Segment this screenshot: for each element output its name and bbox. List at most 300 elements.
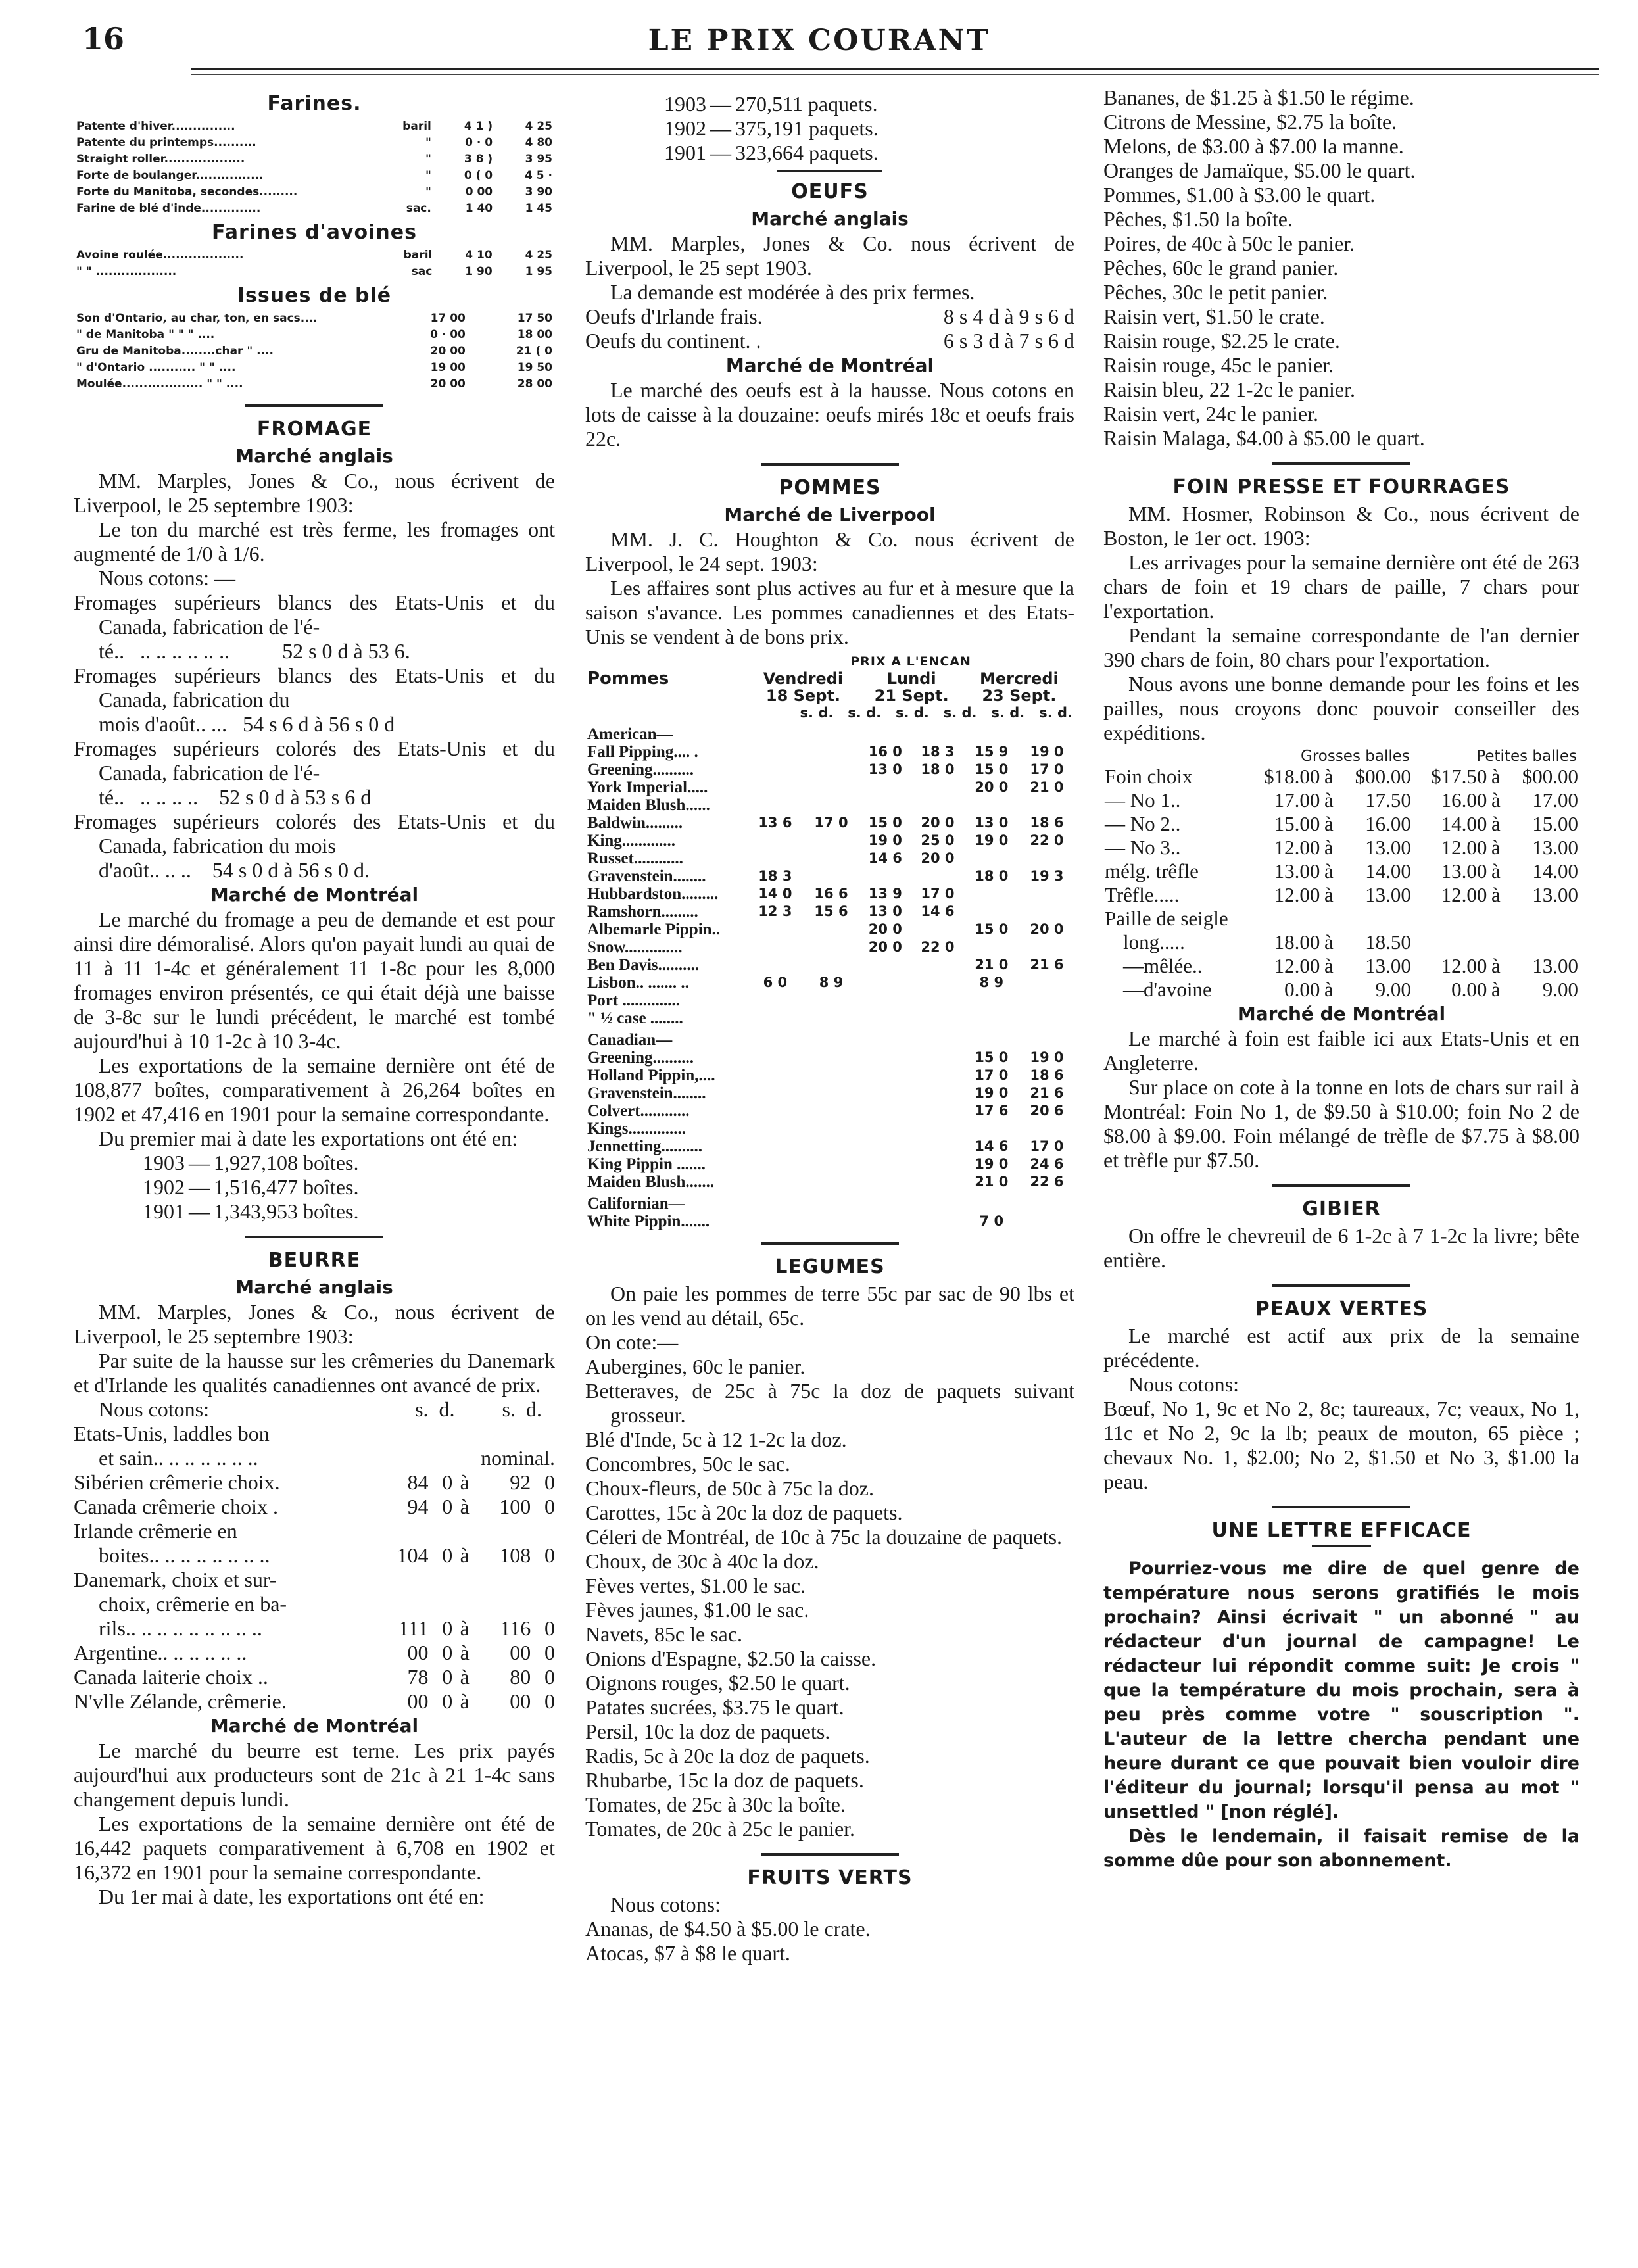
fruits-list (585, 1917, 1074, 1966)
fruit-item: Pêches, 30c le petit panier. (1103, 280, 1328, 304)
pommes-day-header: Mercredi (980, 669, 1059, 688)
price-low: 1 40 (465, 202, 493, 215)
pommes-price: 6 0 (763, 975, 788, 990)
price-high: 17 50 (517, 312, 552, 325)
price-low: 1 90 (465, 265, 493, 278)
price-separator: à (460, 1616, 470, 1640)
fruit-item: Melons, de $3.00 à $7.00 la manne. (1103, 134, 1404, 158)
beurre-units: s. d. s. d. (415, 1397, 542, 1421)
pommes-variety: Jennetting.......... (587, 1138, 702, 1155)
export-year: 1901 (664, 141, 706, 164)
foin-product: — No 2.. (1105, 812, 1181, 835)
price-low: 13.00 (1274, 859, 1320, 882)
price-high: 16.00 (1365, 812, 1411, 835)
price-high-small (1503, 930, 1579, 954)
pommes-price (911, 1120, 964, 1138)
pommes-price (964, 885, 1019, 903)
price-low: 0.00 (1284, 978, 1320, 1001)
pommes-price: 14 6 (921, 904, 955, 919)
beurre-row (74, 1689, 555, 1714)
farines-table (74, 118, 555, 217)
pommes-row (585, 1120, 1074, 1138)
pommes-price (859, 1213, 912, 1230)
pommes-price (859, 1138, 912, 1155)
pommes-variety: Lisbon.. ....... .. (587, 974, 689, 992)
pommes-row (585, 1009, 1074, 1027)
fromage-paragraph: Nous cotons: — (99, 566, 235, 590)
beurre-cotons-label: Nous cotons: (99, 1397, 209, 1421)
price-separator: à (460, 1689, 470, 1713)
pommes-price (803, 850, 859, 867)
peaux-heading: PEAUX VERTES (1255, 1297, 1428, 1320)
pommes-price: 21 6 (1030, 1085, 1064, 1101)
pommes-row (585, 1067, 1074, 1084)
price-pence-low: 0 (442, 1689, 453, 1713)
product-unit: " (425, 153, 431, 166)
product-unit: baril (403, 249, 433, 262)
legumes-heading: LEGUMES (775, 1255, 885, 1278)
product-unit: " (425, 185, 431, 199)
pommes-row (585, 814, 1074, 832)
foin-paragraph: Pendant la semaine correspondante de l'an dernier 390 chars de foin, 80 chars pour l'exportation. (1103, 623, 1579, 671)
beurre-product-name: Argentine.. .. .. .. .. .. (74, 1641, 247, 1664)
pommes-variety: White Pippin....... (587, 1213, 710, 1230)
farine-row (74, 201, 555, 217)
pommes-price: 14 6 (975, 1138, 1009, 1154)
pommes-price (964, 903, 1019, 921)
price-separator: à (460, 1665, 470, 1689)
pommes-price (803, 938, 859, 956)
oeufs-subheading-montreal: Marché de Montréal (725, 354, 934, 376)
price-high: 14.00 (1365, 859, 1411, 882)
pommes-price: 19 0 (975, 832, 1009, 848)
price-high: 4 5 · (525, 169, 552, 182)
product-name: Forte du Manitoba, secondes......... (76, 185, 298, 199)
foin-product: —mêlée.. (1123, 954, 1203, 977)
avoine-row (74, 264, 555, 280)
pommes-row (585, 1155, 1074, 1173)
pommes-price (747, 832, 803, 850)
pommes-price (859, 1155, 912, 1173)
fromage-price-item (74, 664, 555, 736)
foin-row (1103, 812, 1579, 836)
pommes-price (1019, 992, 1074, 1009)
pommes-price (803, 1084, 859, 1102)
price-high: 4 25 (525, 120, 552, 133)
pommes-row (585, 885, 1074, 903)
pommes-price: 15 0 (975, 921, 1009, 937)
separator (761, 1853, 899, 1856)
beurre-row (74, 1641, 555, 1665)
price-separator: à (460, 1495, 470, 1518)
export-value: 1,516,477 boîtes. (214, 1175, 359, 1199)
price-high-small: $00.00 (1522, 765, 1578, 788)
issues-heading: Issues de blé (237, 284, 392, 307)
separator (1312, 1545, 1371, 1547)
price-low: 17 00 (430, 312, 466, 325)
pommes-price: 19 0 (975, 1156, 1009, 1172)
beurre-heading: BEURRE (268, 1249, 361, 1272)
pommes-variety: " ½ case ........ (587, 1009, 683, 1027)
pommes-price: 20 0 (868, 939, 902, 955)
pommes-variety: King............. (587, 832, 676, 850)
pommes-price (859, 1084, 912, 1102)
separator (1272, 1284, 1410, 1287)
pommes-price: 17 0 (814, 815, 848, 831)
fruit-item: Raisin Malaga, $4.00 à $5.00 le quart. (1103, 426, 1425, 450)
pommes-variety: Ramshorn......... (587, 903, 698, 921)
fruit-item: Raisin vert, 24c le panier. (1103, 402, 1319, 425)
oeufs-subheading: Marché anglais (751, 208, 909, 229)
foin-product: Trêfle..... (1105, 883, 1180, 906)
pommes-price: 20 0 (921, 850, 955, 866)
beurre-price-table (74, 1470, 555, 1714)
farine-row (74, 135, 555, 151)
foin-price-table (1103, 748, 1579, 1001)
price-high: 17.50 (1365, 788, 1411, 811)
oeufs-paragraph: Le marché des oeufs est à la hausse. Nous cotons en lots de caisse à la douzaine: oeufs mirés 18c et oeufs frais 22c. (585, 378, 1074, 450)
pommes-price (964, 850, 1019, 867)
pommes-variety: Maiden Blush....... (587, 1173, 715, 1191)
legume-item: Tomates, de 20c à 25c le panier. (585, 1817, 855, 1841)
pommes-price: 20 0 (868, 921, 902, 937)
pommes-price: 13 0 (975, 815, 1009, 831)
fromage-price-item (74, 736, 555, 809)
avoine-row (74, 247, 555, 264)
pommes-price (803, 1155, 859, 1173)
pommes-price (859, 867, 912, 885)
beurre-product-name: rils.. .. .. .. .. .. .. .. .. (99, 1616, 262, 1640)
pommes-price: 14 0 (758, 886, 792, 902)
separator (777, 170, 882, 172)
price-low: 17.00 (1274, 788, 1320, 811)
product-unit (372, 376, 383, 393)
price-low-small: 12.00 (1441, 836, 1487, 859)
export-value: 1,927,108 boîtes. (214, 1151, 359, 1174)
product-unit (372, 343, 383, 360)
farine-row (74, 118, 555, 135)
separator (1272, 1506, 1410, 1508)
price-separator: à (1324, 859, 1334, 882)
fromage-paragraph: MM. Marples, Jones & Co., nous écrivent de Liverpool, le 25 septembre 1903: (74, 469, 555, 517)
pommes-price (911, 992, 964, 1009)
pommes-price (747, 1049, 803, 1067)
foin-paille-label: Paille de seigle (1105, 907, 1228, 930)
price-low: 4 1 ) (464, 120, 493, 133)
pommes-row (585, 921, 1074, 938)
pommes-price: 17 0 (975, 1067, 1009, 1083)
pommes-price (859, 1173, 912, 1191)
beurre-paragraph: Par suite de la hausse sur les crêmeries du Danemark et d'Irlande les qualités canadiennes ont avancé de prix. (74, 1349, 555, 1397)
price-high: $00.00 (1355, 765, 1411, 788)
price-shillings-high: 116 (500, 1616, 531, 1640)
pommes-price: 21 0 (1030, 779, 1064, 795)
pommes-price (803, 1102, 859, 1120)
export-year: 1901 (143, 1199, 185, 1223)
pommes-row (585, 1049, 1074, 1067)
export-value: 270,511 paquets. (735, 92, 878, 116)
export-year: 1902 (143, 1175, 185, 1199)
price-pence-low: 0 (442, 1470, 453, 1494)
fromage-item-price: mois d'août.. ... 54 s 6 d à 56 s 0 d (99, 712, 395, 736)
foin-row (1103, 836, 1579, 859)
price-shillings-low: 00 (407, 1641, 429, 1664)
pommes-price (803, 1067, 859, 1084)
pommes-row (585, 1173, 1074, 1191)
pommes-price (803, 1120, 859, 1138)
pommes-price (964, 938, 1019, 956)
issue-row (74, 327, 555, 343)
pommes-price: 8 9 (979, 975, 1004, 990)
issue-row (74, 360, 555, 376)
pommes-sd-row: s. d. s. d. s. d. s. d. s. d. s. d. (800, 705, 1072, 721)
pommes-group-row (585, 1191, 1074, 1213)
beurre-pre-row (74, 1568, 555, 1592)
beurre-product-name: Canada crêmerie choix . (74, 1495, 278, 1518)
price-high-small: 9.00 (1542, 978, 1578, 1001)
pommes-row (585, 903, 1074, 921)
fruit-item: Oranges de Jamaïque, $5.00 le quart. (1103, 158, 1416, 182)
legumes-paragraph: On paie les pommes de terre 55c par sac de 90 lbs et on les vend au détail, 65c. (585, 1282, 1074, 1330)
product-unit: sac (411, 265, 433, 278)
pommes-price (1019, 1120, 1074, 1138)
export-dash: — (710, 116, 731, 140)
separator (761, 463, 899, 466)
pommes-price: 15 0 (975, 1050, 1009, 1065)
pommes-price (747, 1084, 803, 1102)
pommes-price: 15 6 (814, 904, 848, 919)
price-separator: à (1324, 812, 1334, 835)
pommes-price (747, 1213, 803, 1230)
beurre-paragraph: MM. Marples, Jones & Co., nous écrivent de Liverpool, le 25 septembre 1903: (74, 1300, 555, 1348)
price-separator: à (1491, 765, 1501, 788)
fromage-item-price: té.. .. .. .. .. .. .. 52 s 0 d à 53 6. (99, 639, 410, 663)
pommes-price (747, 956, 803, 974)
price-high: 19 50 (517, 361, 552, 374)
pommes-price (1019, 796, 1074, 814)
legume-item: Aubergines, 60c le panier. (585, 1355, 806, 1378)
pommes-price: 22 0 (921, 939, 955, 955)
pommes-price: 17 0 (1030, 761, 1064, 777)
product-name: Moulée................... " " .... (76, 377, 243, 391)
pommes-row (585, 761, 1074, 779)
pommes-price: 20 0 (1030, 921, 1064, 937)
pommes-price (1019, 938, 1074, 956)
price-high: 3 90 (525, 185, 552, 199)
foin-heading: FOIN PRESSE ET FOURRAGES (1172, 475, 1510, 498)
pommes-price: 19 0 (975, 1085, 1009, 1101)
fruit-item: Citrons de Messine, $2.75 la boîte. (1103, 110, 1397, 133)
pommes-price (803, 796, 859, 814)
price-high-small: 17.00 (1532, 788, 1578, 811)
price-separator: à (460, 1470, 470, 1494)
pommes-row (585, 796, 1074, 814)
lettre-paragraph: Pourriez-vous me dire de quel genre de température nous serons gratifiés le mois prochain? Ainsi écrivait " un abonné " au rédacteur d'un journal de campagne! Le rédacteur lui répondit comme suit: Je crois " que la température du mois prochain, sera à peu près comme votre " souscription ". L'auteur de la lettre chercha pendant une heure durant ce que pouvait bien vouloir dire l'éditeur du journal; lorsqu'il pensa au mot " unsettled " [non réglé]. (1103, 1558, 1579, 1822)
pommes-price: 25 0 (921, 832, 955, 848)
price-shillings-low: 104 (397, 1543, 429, 1567)
pommes-price: 24 6 (1030, 1156, 1064, 1172)
legume-item: Fèves jaunes, $1.00 le sac. (585, 1598, 809, 1622)
pommes-variety: Ben Davis.......... (587, 956, 700, 974)
price-shillings-low: 84 (407, 1470, 429, 1494)
price-separator: à (460, 1543, 470, 1567)
fruit-item: Raisin vert, $1.50 le crate. (1103, 304, 1325, 328)
pommes-price: 15 0 (975, 761, 1009, 777)
pommes-row (585, 1138, 1074, 1155)
pommes-variety: Snow.............. (587, 938, 683, 956)
pommes-group-row (585, 1027, 1074, 1049)
pommes-price (911, 921, 964, 938)
pommes-price: 18 6 (1030, 1067, 1064, 1083)
oeufs-price-name: Oeufs du continent. . (585, 329, 761, 352)
price-low: $18.00 (1264, 765, 1320, 788)
price-high-small: 13.00 (1532, 954, 1578, 977)
price-low-small: 0.00 (1451, 978, 1487, 1001)
beurre-row (74, 1616, 555, 1641)
price-separator: à (1324, 883, 1334, 906)
fromage-price-list (74, 591, 555, 882)
pommes-price (911, 1213, 964, 1230)
pommes-price: 18 3 (758, 868, 792, 884)
pommes-price (1019, 850, 1074, 867)
pommes-price: 16 0 (868, 744, 902, 760)
foin-row (1103, 954, 1579, 978)
fromage-item-text: Fromages supérieurs blancs des Etats-Unis et du Canada, fabrication du (74, 664, 555, 712)
pommes-price (964, 796, 1019, 814)
pommes-price (859, 992, 912, 1009)
price-low: 20 00 (430, 345, 466, 358)
pommes-price (747, 779, 803, 796)
export-dash: — (710, 141, 731, 164)
foin-row (1103, 859, 1579, 883)
product-unit: " (425, 169, 431, 182)
fruit-item: Pêches, $1.50 la boîte. (1103, 207, 1293, 231)
price-separator: à (1324, 765, 1334, 788)
pommes-price (911, 1009, 964, 1027)
pommes-group-name: American— (587, 725, 673, 743)
export-row (143, 1151, 358, 1175)
oeufs-price-name: Oeufs d'Irlande frais. (585, 304, 763, 328)
product-name: " " ................... (76, 265, 177, 278)
pommes-price: 18 3 (921, 744, 955, 760)
pommes-price (747, 796, 803, 814)
pommes-row (585, 779, 1074, 796)
pommes-paragraph: MM. J. C. Houghton & Co. nous écrivent de Liverpool, le 24 sept. 1903: (585, 527, 1074, 575)
foin-paragraph: Sur place on cote à la tonne en lots de chars sur rail à Montréal: Foin No 1, de $9.50 à $10.00; foin No 2 de $8.00 à $9.00. Foin mélangé de trèfle de $7.75 à $8.00 et trèfle pur $7.50. (1103, 1075, 1579, 1172)
legumes-cote: On cote:— (585, 1330, 679, 1354)
price-low: 0 ( 0 (464, 169, 493, 182)
product-name: Farine de blé d'inde.............. (76, 202, 261, 215)
legume-item: Choux, de 30c à 40c la doz. (585, 1549, 819, 1573)
pommes-row (585, 956, 1074, 974)
pommes-row (585, 1084, 1074, 1102)
foin-product: mélg. trêfle (1105, 859, 1199, 882)
beurre-subheading-montreal: Marché de Montréal (210, 1715, 419, 1737)
pommes-date-header: 23 Sept. (982, 687, 1057, 705)
fromage-item-text: Fromages supérieurs colorés des Etats-Unis et du Canada, fabrication du mois (74, 809, 555, 857)
pommes-variety: Port .............. (587, 992, 680, 1009)
product-unit (372, 360, 383, 376)
price-separator (1488, 930, 1503, 954)
price-high: 18.50 (1365, 930, 1411, 953)
fruit-item: Raisin rouge, 45c le panier. (1103, 353, 1334, 377)
pommes-price: 18 0 (921, 761, 955, 777)
fruit-item: Bananes, de $1.25 à $1.50 le régime. (1103, 85, 1414, 109)
pommes-price (803, 743, 859, 761)
oeufs-paragraph: La demande est modérée à des prix fermes. (610, 280, 975, 304)
price-low-small: 12.00 (1441, 954, 1487, 977)
price-separator: à (1491, 883, 1501, 906)
farine-row (74, 184, 555, 201)
foin-grosses-label: Grosses balles (1301, 748, 1410, 765)
export-row (664, 92, 879, 116)
pommes-price: 19 0 (1030, 1050, 1064, 1065)
beurre-product-label: Irlande crêmerie en (74, 1519, 237, 1543)
foin-product: long..... (1123, 930, 1185, 953)
price-low: 18.00 (1274, 930, 1320, 953)
pommes-variety: Hubbardston......... (587, 885, 719, 903)
price-low: 12.00 (1274, 883, 1320, 906)
product-unit (372, 327, 383, 343)
pommes-price (747, 921, 803, 938)
price-pence-high: 0 (544, 1641, 555, 1664)
legume-item: Radis, 5c à 20c la doz de paquets. (585, 1744, 870, 1768)
pommes-price: 15 9 (975, 744, 1009, 760)
pommes-price: 12 3 (758, 904, 792, 919)
price-low: 0 00 (465, 185, 493, 199)
pommes-price (911, 1102, 964, 1120)
export-value: 375,191 paquets. (735, 116, 879, 140)
pommes-price (859, 1009, 912, 1027)
pommes-price (803, 921, 859, 938)
price-low-small: $17.50 (1431, 765, 1487, 788)
price-separator: à (1491, 978, 1501, 1001)
price-separator: à (1324, 930, 1334, 953)
export-dash: — (189, 1199, 210, 1223)
foin-row (1103, 930, 1579, 954)
beurre-etats-label: et sain.. .. .. .. .. .. .. (99, 1446, 258, 1470)
pommes-price: 21 0 (975, 1174, 1009, 1190)
pommes-price (747, 761, 803, 779)
price-shillings-low: 111 (398, 1616, 429, 1640)
farine-row (74, 151, 555, 168)
fromage-item-text: Fromages supérieurs blancs des Etats-Unis et du Canada, fabrication de l'é- (74, 591, 555, 639)
beurre-pre-row (74, 1592, 555, 1616)
pommes-table-title: PRIX A L'ENCAN (850, 654, 971, 669)
pommes-price (1019, 903, 1074, 921)
pommes-price: 13 6 (758, 815, 792, 831)
pommes-row (585, 867, 1074, 885)
pommes-price (803, 1138, 859, 1155)
pommes-day-header: Vendredi (763, 669, 844, 688)
beurre-etats-line: Etats-Unis, laddles bon (74, 1422, 270, 1445)
foin-product: —d'avoine (1123, 978, 1212, 1001)
price-high-small: 15.00 (1532, 812, 1578, 835)
export-value: 323,664 paquets. (735, 141, 879, 164)
price-high: 1 45 (525, 202, 552, 215)
avoines-heading: Farines d'avoines (212, 221, 417, 244)
pommes-price: 22 6 (1030, 1174, 1064, 1190)
pommes-price: 18 6 (1030, 815, 1064, 831)
fruit-item: Pommes, $1.00 à $3.00 le quart. (1103, 183, 1376, 206)
oeufs-price-row (585, 329, 1074, 353)
export-row (143, 1175, 358, 1199)
fruit-item: Ananas, de $4.50 à $5.00 le crate. (585, 1917, 871, 1941)
pommes-price: 22 0 (1030, 832, 1064, 848)
pommes-price (803, 1009, 859, 1027)
legume-item: Rhubarbe, 15c la doz de paquets. (585, 1768, 864, 1792)
fruits-cotons: Nous cotons: (610, 1893, 721, 1916)
